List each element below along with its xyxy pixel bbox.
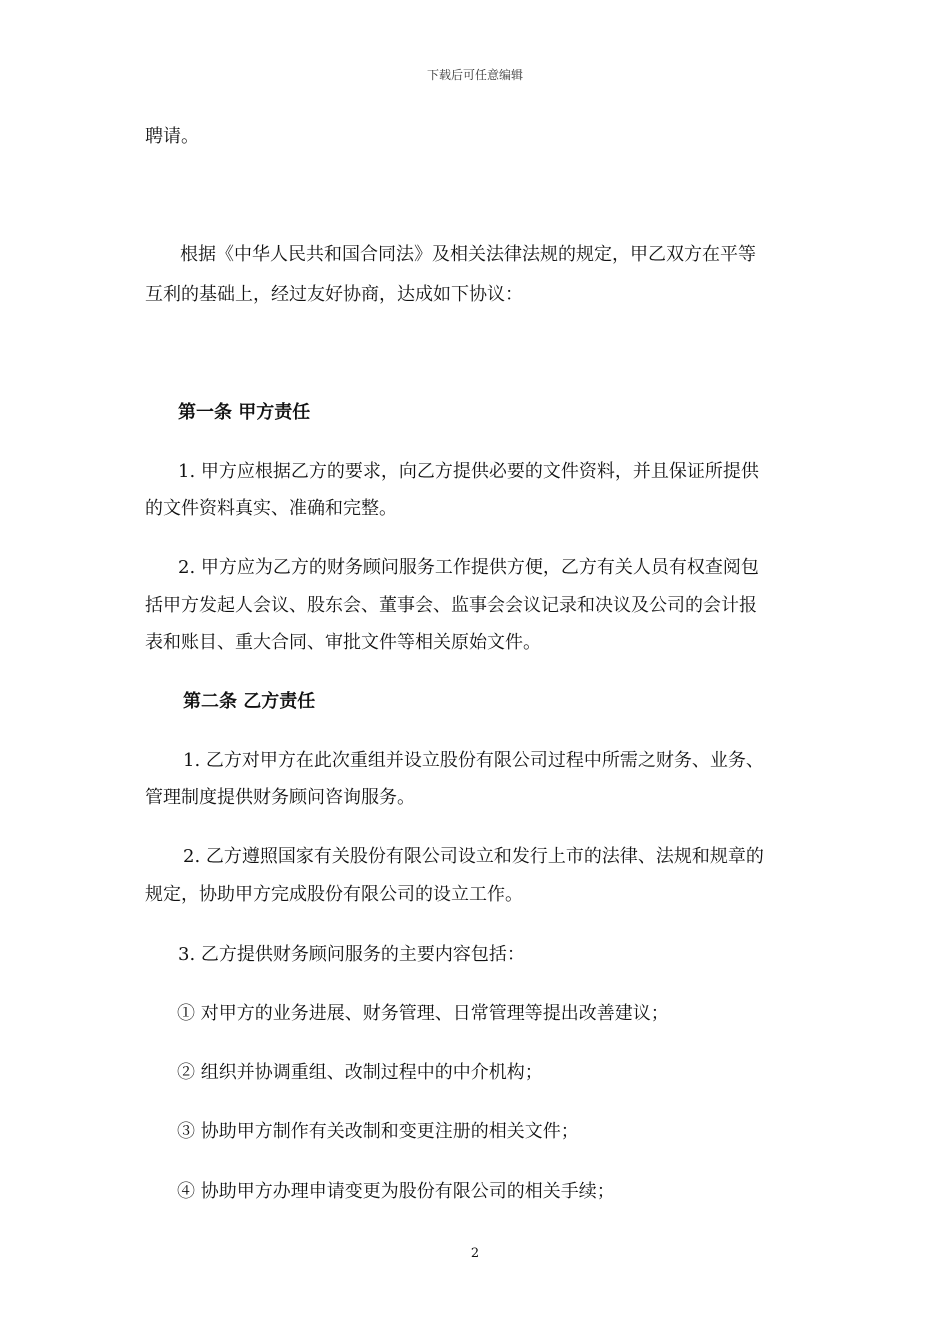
paragraph-line: 规定，协助甲方完成股份有限公司的设立工作。 [145,884,523,905]
paragraph-line: 互利的基础上，经过友好协商，达成如下协议： [145,284,523,305]
paragraph-line: 聘请。 [145,126,199,147]
paragraph-line: 3. 乙方提供财务顾问服务的主要内容包括： [178,944,525,965]
paragraph-line: 括甲方发起人会议、股东会、董事会、监事会会议记录和决议及公司的会计报 [145,595,757,616]
paragraph-line: 管理制度提供财务顾问咨询服务。 [145,787,415,808]
list-item: ① 对甲方的业务进展、财务管理、日常管理等提出改善建议； [177,1003,669,1024]
list-item: ④ 协助甲方办理申请变更为股份有限公司的相关手续； [177,1181,615,1202]
section-heading: 第一条 甲方责任 [178,402,311,423]
paragraph-line: 表和账目、重大合同、审批文件等相关原始文件。 [145,632,541,653]
page-number: 2 [470,1246,480,1261]
paragraph-line: 2. 乙方遵照国家有关股份有限公司设立和发行上市的法律、法规和规章的 [183,846,764,867]
paragraph-line: 1. 乙方对甲方在此次重组并设立股份有限公司过程中所需之财务、业务、 [183,750,764,771]
paragraph-line: 根据《中华人民共和国合同法》及相关法律法规的规定，甲乙双方在平等 [180,244,756,265]
list-item: ③ 协助甲方制作有关改制和变更注册的相关文件； [177,1121,579,1142]
paragraph-line: 的文件资料真实、准确和完整。 [145,498,397,519]
paragraph-line: 1. 甲方应根据乙方的要求，向乙方提供必要的文件资料，并且保证所提供 [178,461,759,482]
paragraph-line: 2. 甲方应为乙方的财务顾问服务工作提供方便，乙方有关人员有权查阅包 [178,557,759,578]
section-heading: 第二条 乙方责任 [183,691,316,712]
list-item: ② 组织并协调重组、改制过程中的中介机构； [177,1062,543,1083]
header-note: 下载后可任意编辑 [426,68,523,82]
